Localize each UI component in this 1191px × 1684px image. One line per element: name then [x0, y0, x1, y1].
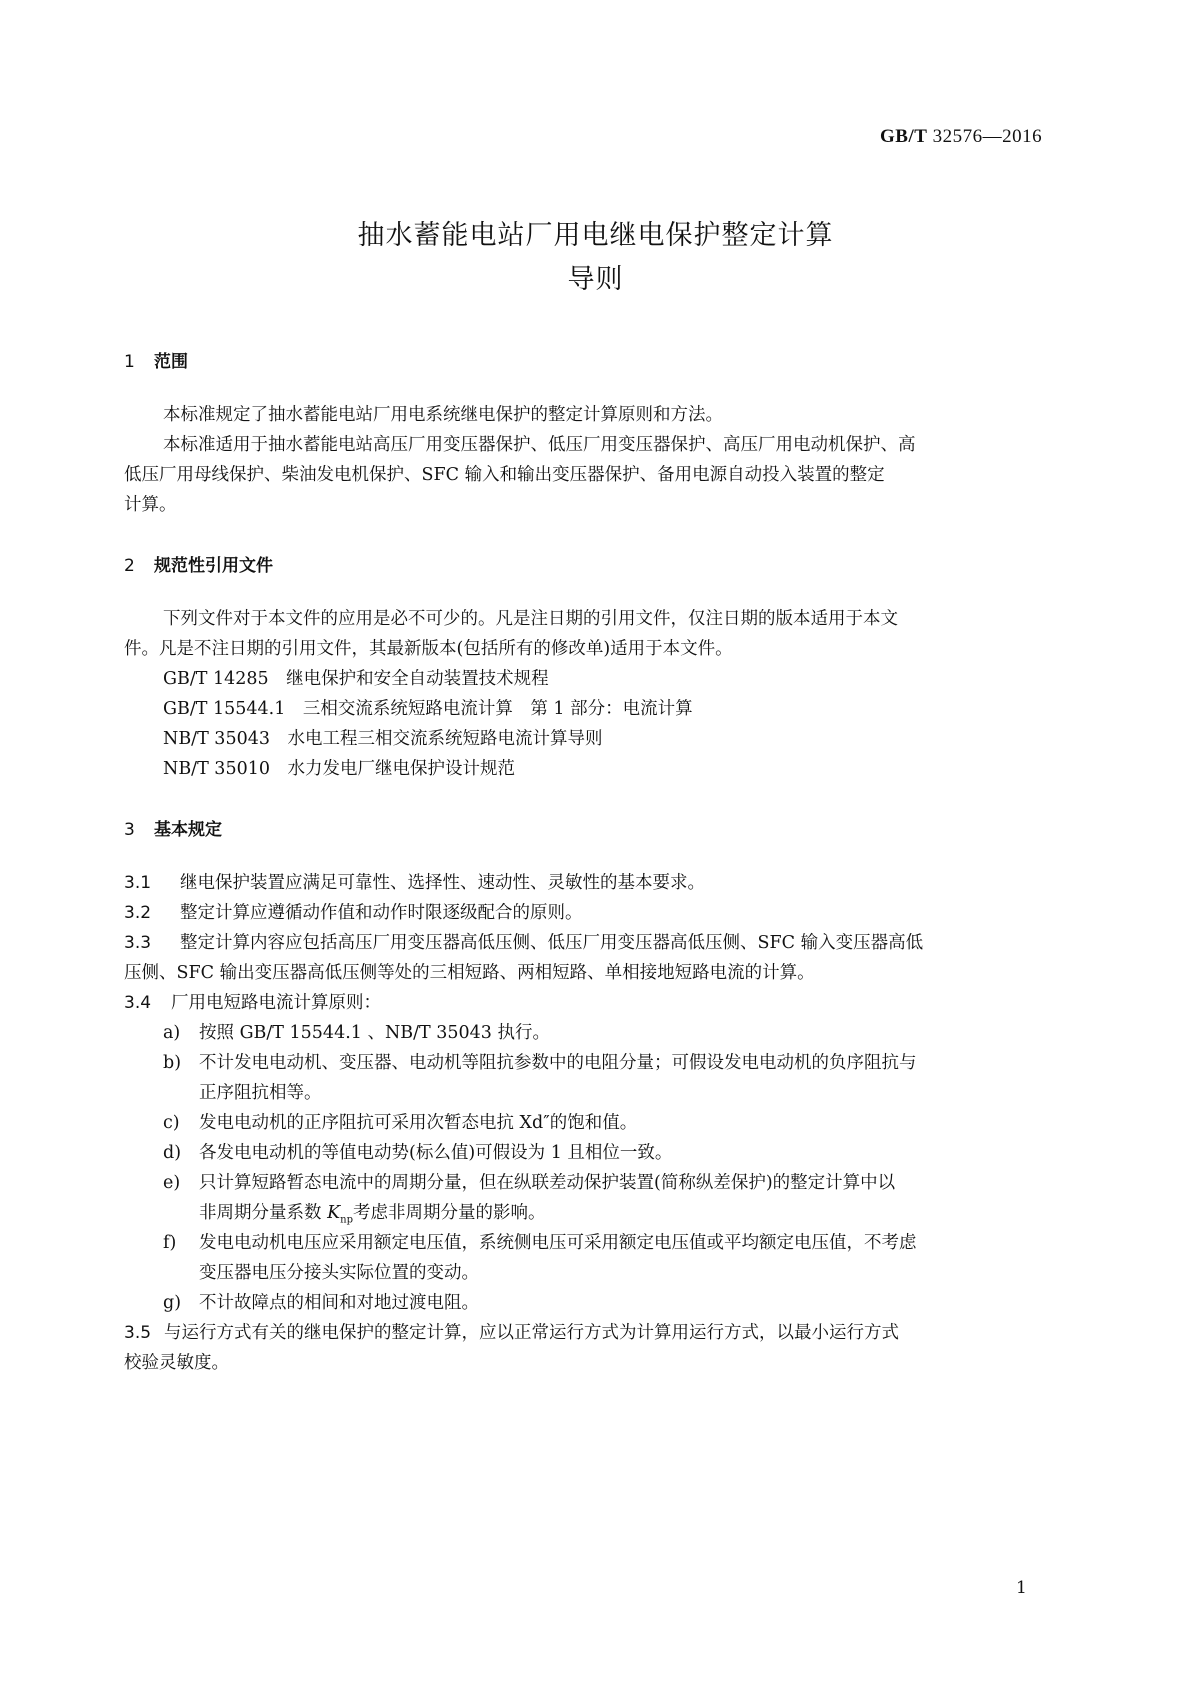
- section-title: 规范性引用文件: [154, 556, 273, 576]
- clause-3-5-continued: 校验灵敏度。: [124, 1353, 229, 1373]
- list-item-f-continued: 变压器电压分接头实际位置的变动。: [199, 1263, 479, 1283]
- list-text: 发电电动机的正序阻抗可采用次暂态电抗 Xd″的饱和值。: [199, 1113, 638, 1133]
- clause-number: 3.5: [124, 1323, 152, 1343]
- list-text: 各发电电动机的等值电动势(标么值)可假设为 1 且相位一致。: [199, 1143, 673, 1163]
- section-title: 范围: [154, 352, 188, 372]
- clause-3-5: [124, 1318, 899, 1348]
- section-number: 1: [124, 352, 135, 372]
- list-label: b): [163, 1053, 182, 1073]
- standard-code: [880, 126, 1042, 148]
- reference-title: 继电保护和安全自动装置技术规程: [286, 669, 549, 689]
- reference-code: GB/T 14285: [163, 669, 269, 689]
- clause-text: 与运行方式有关的继电保护的整定计算，应以正常运行方式为计算用运行方式，以最小运行方式: [164, 1323, 899, 1343]
- list-item-g: [163, 1288, 479, 1318]
- clause-text: 继电保护装置应满足可靠性、选择性、速动性、灵敏性的基本要求。: [180, 873, 705, 893]
- list-label: f): [163, 1233, 177, 1253]
- paragraph: 下列文件对于本文件的应用是必不可少的。凡是注日期的引用文件，仅注日期的版本适用于本文: [163, 609, 898, 629]
- clause-3-4: [124, 988, 381, 1018]
- list-item-b: [163, 1048, 917, 1078]
- list-text: 考虑非周期分量的影响。: [353, 1203, 546, 1223]
- reference-title: 水力发电厂继电保护设计规范: [287, 759, 515, 779]
- clause-3-3: [124, 928, 923, 958]
- section-number: 3: [124, 820, 135, 840]
- section-number: 2: [124, 556, 135, 576]
- list-label: e): [163, 1173, 181, 1193]
- clause-3-1: [124, 868, 705, 898]
- clause-number: 3.2: [124, 903, 152, 923]
- clause-number: 3.3: [124, 933, 152, 953]
- document-title: 抽水蓄能电站厂用电继电保护整定计算: [357, 220, 834, 251]
- symbol-subscript: np: [340, 1214, 353, 1226]
- standard-prefix: GB/T: [880, 126, 928, 147]
- list-label: g): [163, 1293, 182, 1313]
- list-text: 不计故障点的相间和对地过渡电阻。: [199, 1293, 479, 1313]
- reference-item: [163, 664, 549, 694]
- reference-item: [163, 724, 602, 754]
- list-item-c: [163, 1108, 637, 1138]
- list-text: 非周期分量系数: [199, 1203, 322, 1223]
- list-item-e: [163, 1168, 895, 1198]
- section-title: 基本规定: [154, 820, 222, 840]
- paragraph-continued: 低压厂用母线保护、柴油发电机保护、SFC 输入和输出变压器保护、备用电源自动投入装置的整定: [124, 465, 885, 485]
- list-text: 发电电动机电压应采用额定电压值，系统侧电压可采用额定电压值或平均额定电压值，不考虑: [199, 1233, 917, 1253]
- clause-text: 整定计算内容应包括高压厂用变压器高低压侧、低压厂用变压器高低压侧、SFC 输入变压器高低: [180, 933, 924, 953]
- section-1-heading: [124, 347, 188, 372]
- clause-text: 厂用电短路电流计算原则：: [171, 993, 381, 1013]
- list-item-d: [163, 1138, 672, 1168]
- clause-text: 整定计算应遵循动作值和动作时限逐级配合的原则。: [180, 903, 583, 923]
- clause-3-2: [124, 898, 583, 928]
- list-label: c): [163, 1113, 180, 1133]
- reference-code: GB/T 15544.1: [163, 699, 286, 719]
- standard-number: 32576—2016: [932, 126, 1043, 147]
- list-item-f: [163, 1228, 917, 1258]
- page-number: 1: [1016, 1578, 1027, 1598]
- list-item-b-continued: 正序阻抗相等。: [199, 1083, 322, 1103]
- paragraph: 本标准规定了抽水蓄能电站厂用电系统继电保护的整定计算原则和方法。: [163, 405, 723, 425]
- list-text: 按照 GB/T 15544.1 、NB/T 35043 执行。: [199, 1023, 550, 1043]
- list-label: d): [163, 1143, 182, 1163]
- paragraph: 本标准适用于抽水蓄能电站高压厂用变压器保护、低压厂用变压器保护、高压厂用电动机保护、高: [163, 435, 916, 455]
- reference-code: NB/T 35043: [163, 729, 270, 749]
- document-title-line2: 导则: [567, 264, 624, 295]
- clause-number: 3.1: [124, 873, 152, 893]
- list-text: 不计发电电动机、变压器、电动机等阻抗参数中的电阻分量；可假设发电电动机的负序阻抗与: [199, 1053, 917, 1073]
- clause-3-3-continued: 压侧、SFC 输出变压器高低压侧等处的三相短路、两相短路、单相接地短路电流的计算。: [124, 963, 815, 983]
- reference-title: 三相交流系统短路电流计算 第 1 部分：电流计算: [302, 699, 693, 719]
- list-text: 只计算短路暂态电流中的周期分量，但在纵联差动保护装置(简称纵差保护)的整定计算中以: [199, 1173, 896, 1193]
- clause-number: 3.4: [124, 993, 152, 1013]
- reference-item: [163, 754, 515, 784]
- section-3-heading: [124, 815, 222, 840]
- reference-title: 水电工程三相交流系统短路电流计算导则: [287, 729, 603, 749]
- list-label: a): [163, 1023, 181, 1043]
- section-2-heading: [124, 551, 273, 576]
- reference-code: NB/T 35010: [163, 759, 270, 779]
- reference-item: [163, 694, 693, 724]
- paragraph-continued: 件。凡是不注日期的引用文件，其最新版本(包括所有的修改单)适用于本文件。: [124, 639, 733, 659]
- symbol-k: K: [327, 1203, 341, 1223]
- paragraph-continued: 计算。: [124, 495, 177, 515]
- list-item-a: [163, 1018, 550, 1048]
